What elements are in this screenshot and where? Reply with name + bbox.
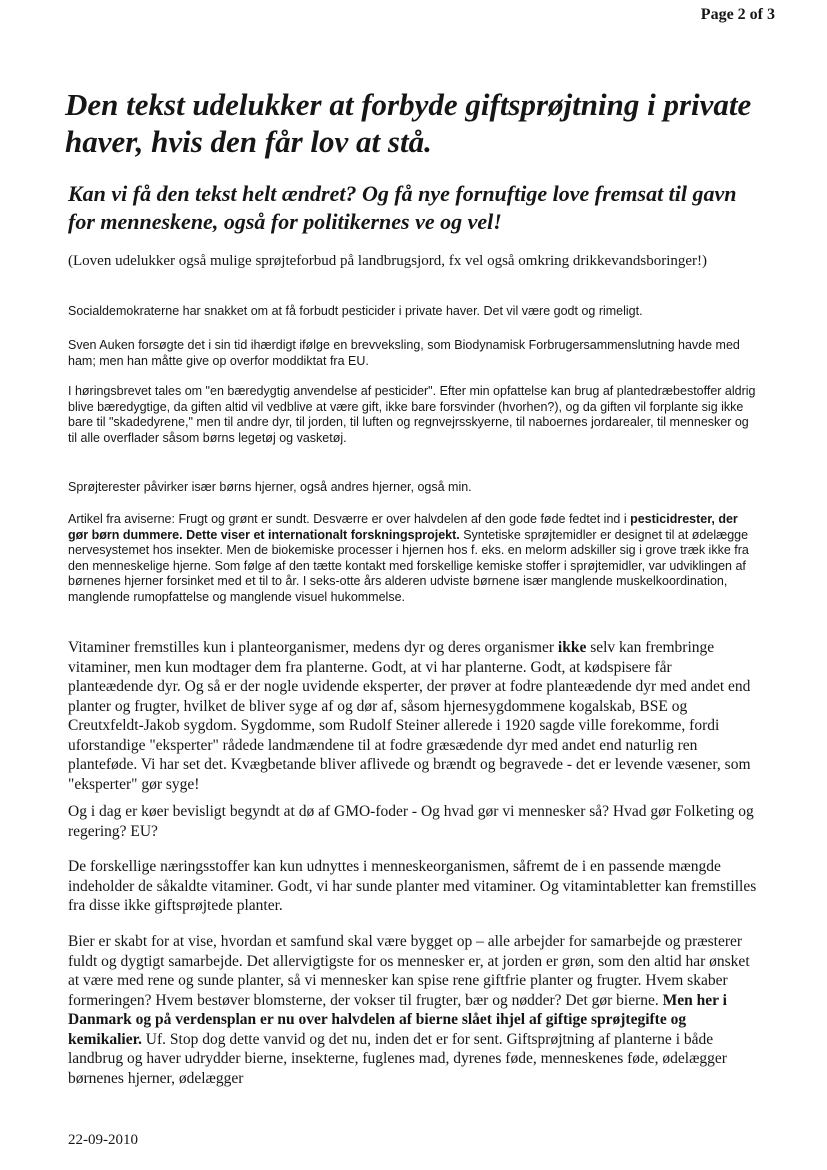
paragraph-vitamins xyxy=(68,638,758,794)
sub-heading: Kan vi få den tekst helt ændret? Og få nye fornuftige love fremsat til gavn for menneskene, også for politikernes ve og vel! xyxy=(68,181,737,234)
paragraph-social-democrats: Socialdemokraterne har snakket om at få forbudt pesticider i private haver. Det vil være godt og rimeligt. xyxy=(68,304,643,318)
paragraph-spray-residues: Sprøjterester påvirker især børns hjerner, også andres hjerner, også min. xyxy=(68,480,472,494)
paragraph-hearing-letter: I høringsbrevet tales om "en bæredygtig anvendelse af pesticider". Efter min opfattelse kan brug af plantedræbestoffer aldrig blive bæredygtige, da giften altid vil vedblive at være gift, ikke bare forsvinder (hvorhen?), og da giften vil forplante sig ikke bare til "skadedyrene," men til andre dyr, til jorden, til luften og regnvejrsskyerne, til naboernes jordarealer, til mennesker og til alle overflader såsom børns legetøj og vasketøj. xyxy=(68,384,756,445)
paragraph-sven-auken: Sven Auken forsøgte det i sin tid ihærdigt ifølge en brevveksling, som Biodynamisk Forbrugersammenslutning havde med ham; men han måtte give op overfor moddiktat fra EU. xyxy=(68,338,740,368)
vitamins-bold-ikke: ikke xyxy=(557,639,587,656)
paragraph-gmo-feed: Og i dag er køer bevisligt begyndt at dø af GMO-foder - Og hvad gør vi mennesker så? Hvad gør Folketing og regering? EU? xyxy=(68,803,754,840)
paragraph-nutrients: De forskellige næringsstoffer kan kun udnyttes i menneskeorganismen, såfremt de i en passende mængde indeholder de såkaldte vitaminer. Godt, vi har sunde planter med vitaminer. Og vitamintabletter kan fremstilles fra disse ikke giftsprøjtede planter. xyxy=(68,858,757,914)
bees-text-start: Bier er skabt for at vise, hvordan et samfund skal være bygget op – alle arbejder for samarbejde og præsterer fuldt og dygtigt samarbejde. Det allervigtigste for os mennesker er, at jorden er grøn, som den altid har ønsket at være med rene og sunde planter, så vi mennesker kan spise rene giftfrie planter og frugter. Hvem skaber formeringen? Hvem bestøver blomsterne, der vokser til frugter, bær og nødder? Det gør bierne. xyxy=(68,933,750,1009)
vitamins-text-end: selv kan frembringe vitaminer, men kun modtager dem fra planterne. Godt, at vi har planterne. Godt, at kødspisere får planteædende dyr. Og så er der nogle uvidende eksperter, der prøver at fodre planteædende dyr med andet end planter og frugter, hvilket de bliver syge af og dør af, såsom hjernesygdommene kogalskab, BSE og Creutxfeldt-Jakob sygdom. Sygdomme, som Rudolf Steiner allerede i 1920 sagde ville forekomme, fordi uforstandige "eksperter" rådede landmændene til at fodre græsædende dyr med andet end naturlig ren planteføde. Vi har set det. Kvægbetande bliver aflivede og brændt og begravede - det er levende væsener, som "eksperter" gør syge! xyxy=(68,639,751,793)
main-heading: Den tekst udelukker at forbyde giftsprøjtning i private haver, hvis den får lov at stå. xyxy=(65,87,752,159)
intro-paragraph: (Loven udelukker også mulige sprøjteforbud på landbrugsjord, fx vel også omkring drikkevandsboringer!) xyxy=(68,253,708,269)
vitamins-text-start: Vitaminer fremstilles kun i planteorganismer, medens dyr og deres organismer xyxy=(68,639,558,656)
page-number: Page 2 of 3 xyxy=(700,6,775,23)
paragraph-bees xyxy=(68,932,758,1088)
footer-date: 22-09-2010 xyxy=(68,1132,138,1148)
article-text-end: Syntetiske sprøjtemidler er designet til at ødelægge nervesystemet hos insekter. Men de biokemiske processer i hjernen hos f. eks. en melorm adskiller sig i grove træk ikke fra den menneskelige hjerne. Som følge af den tætte kontakt med forskellige kemiske stoffer i sprøjtemidler, var udviklingen af børnenes hjerner forsinket med et til to år. I seks-otte års alderen udviste børnene især manglende muskelkoordination, manglende rumopfattelse og manglende visuel hukommelse. xyxy=(68,527,749,604)
paragraph-newspaper-article xyxy=(68,512,758,605)
article-text-start: Artikel fra aviserne: Frugt og grønt er sundt. Desværre er over halvdelen af den gode føde fedtet ind i xyxy=(68,512,631,526)
bees-bold-claim: Men her i Danmark og på verdensplan er nu over halvdelen af bierne slået ihjel af giftige sprøjtegifte og kemikalier. xyxy=(68,991,727,1048)
bees-text-end: Uf. Stop dog dette vanvid og det nu, inden det er for sent. Giftsprøjtning af planterne i både landbrug og haver udrydder bierne, insekterne, fuglenes mad, dyrenes føde, menneskenes føde, ødelægger børnenes hjerner, ødelægger xyxy=(68,1030,727,1087)
article-bold-claim: pesticidrester, der gør børn dummere. Dette viser et internationalt forskningsprojekt. xyxy=(68,512,738,542)
